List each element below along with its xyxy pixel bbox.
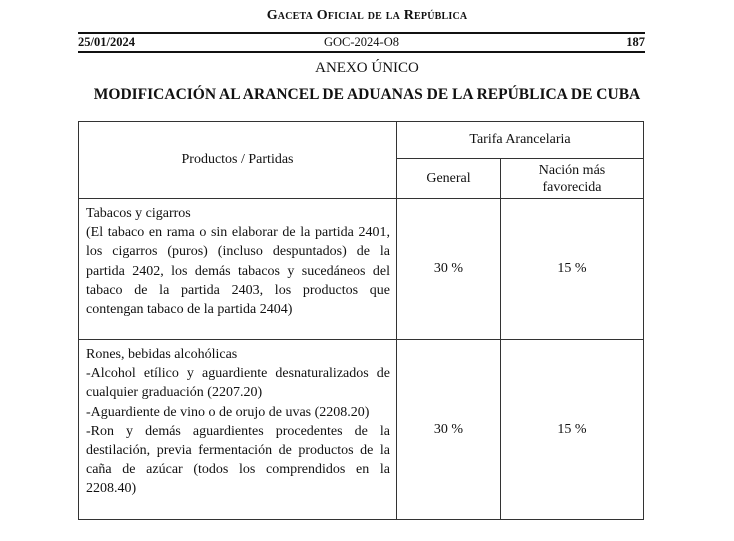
mfn-rate: 15 %: [501, 199, 644, 340]
gazette-code: GOC-2024-O8: [324, 35, 399, 49]
product-description: [79, 340, 397, 520]
column-header-general: General: [397, 159, 501, 199]
table-header-row: [79, 122, 644, 159]
header-rule-top: [78, 32, 645, 34]
mfn-rate: 15 %: [501, 340, 644, 520]
column-header-mfn: [501, 159, 644, 199]
publication-date: 25/01/2024: [78, 35, 135, 49]
product-detail: -Aguardiente de vino o de orujo de uvas (2208.20): [86, 404, 370, 420]
product-detail: -Alcohol etílico y aguardiente desnaturalizados de cualquier graduación (2207.20): [86, 366, 390, 401]
tariff-table: [78, 121, 644, 520]
document-title: MODIFICACIÓN AL ARANCEL DE ADUANAS DE LA REPÚBLICA DE CUBA: [93, 86, 641, 103]
mfn-label: Nación más favorecida: [538, 162, 606, 195]
product-description: [79, 199, 397, 340]
annex-heading: ANEXO ÚNICO: [315, 60, 419, 76]
page-number: 187: [626, 35, 645, 49]
table-row: [79, 199, 644, 340]
general-rate: 30 %: [397, 340, 501, 520]
product-category: Tabacos y cigarros: [86, 206, 191, 221]
product-detail: -Ron y demás aguardientes procedentes de la destilación, previa fermentación de productos de la caña de azúcar (todos los comprendidos en la 2208.40): [86, 423, 390, 497]
column-header-products: Productos / Partidas: [79, 122, 397, 199]
header-meta: [78, 35, 645, 51]
general-rate: 30 %: [397, 199, 501, 340]
table-row: [79, 340, 644, 520]
product-category: Rones, bebidas alcohólicas: [86, 347, 238, 362]
header-rule-bottom: [78, 51, 645, 53]
product-detail: (El tabaco en rama o sin elaborar de la partida 2401, los cigarros (puros) (incluso despuntados) de la partida 2402, los demás tabacos y sucedáneos del tabaco de la partida 2403, los productos que contengan tabaco de la partida 2404): [86, 225, 390, 318]
gazette-title: Gaceta Oficial de la República: [266, 8, 468, 23]
column-header-tariff: Tarifa Arancelaria: [397, 122, 644, 159]
